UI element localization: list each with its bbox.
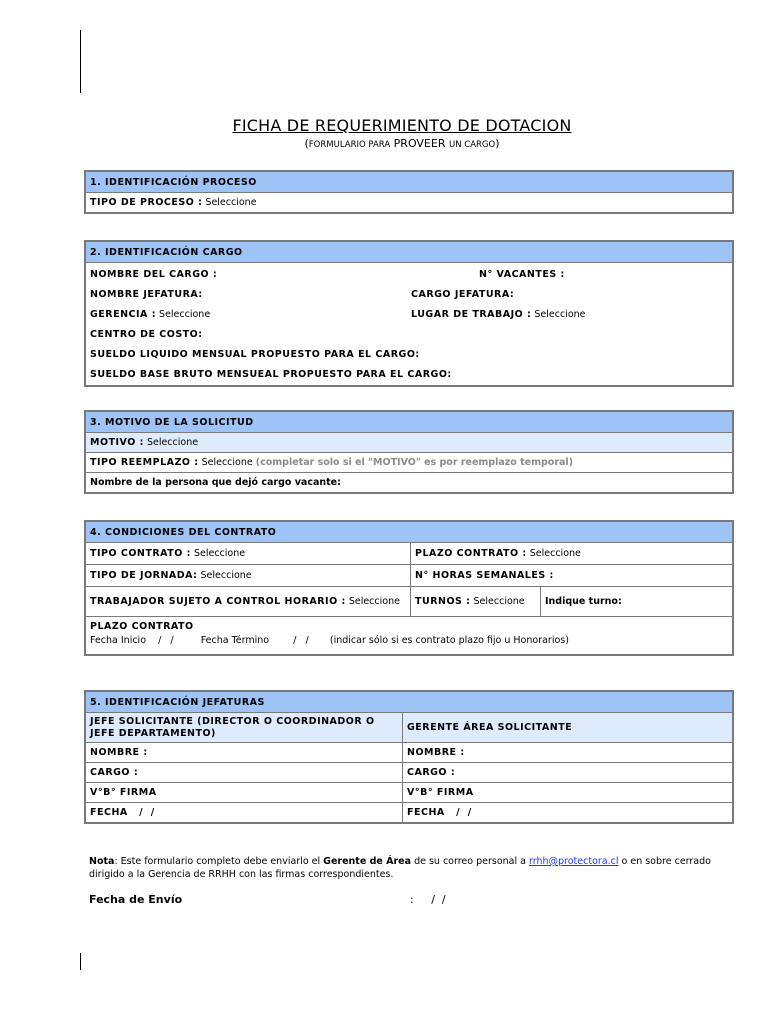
document-title: FICHA DE REQUERIMIENTO DE DOTACION xyxy=(232,116,572,135)
tipo-reemplazo-label: TIPO REEMPLAZO : xyxy=(90,457,199,468)
row-nombre xyxy=(86,742,732,762)
section-5-heading: 5. IDENTIFICACIÓN JEFATURAS xyxy=(86,692,732,712)
jefe-fecha-field[interactable]: FECHA / / xyxy=(90,807,155,818)
margin-mark-bottom xyxy=(80,953,81,970)
row-tipo-proceso xyxy=(86,192,732,212)
row-cargo xyxy=(86,762,732,782)
row-persona-vacante xyxy=(86,472,732,492)
section-motivo-solicitud xyxy=(84,410,734,494)
row-jefaturas-headers xyxy=(86,712,732,742)
section-4-heading: 4. CONDICIONES DEL CONTRATO xyxy=(86,522,732,542)
nombre-jefatura-field[interactable]: NOMBRE JEFATURA: xyxy=(90,288,203,300)
tipo-contrato-label: TIPO CONTRATO : xyxy=(90,548,191,559)
vacantes-field[interactable]: N° VACANTES : xyxy=(479,268,565,280)
row-plazo-fechas xyxy=(86,616,732,654)
cargo-fields xyxy=(86,262,732,385)
email-link[interactable]: rrhh@protectora.cl xyxy=(529,856,619,867)
row-tipo-contrato xyxy=(86,542,732,564)
tipo-proceso-label: TIPO DE PROCESO : xyxy=(90,197,203,208)
tipo-contrato-select[interactable]: Seleccione xyxy=(193,548,246,559)
plazo-contrato-select[interactable]: Seleccione xyxy=(529,548,581,559)
cargo-jefatura-field[interactable]: CARGO JEFATURA: xyxy=(411,288,515,300)
jornada-select[interactable]: Seleccione xyxy=(200,570,252,581)
row-motivo xyxy=(86,432,732,452)
persona-vacante-field[interactable]: Nombre de la persona que dejó cargo vacante: xyxy=(90,477,341,488)
plazo-contrato-label: PLAZO CONTRATO : xyxy=(415,548,527,559)
section-2-heading: 2. IDENTIFICACIÓN CARGO xyxy=(86,242,732,262)
control-horario-select[interactable]: Seleccione xyxy=(348,596,400,607)
section-1-heading: 1. IDENTIFICACIÓN PROCESO xyxy=(86,172,732,192)
jornada-label: TIPO DE JORNADA: xyxy=(90,570,198,581)
turnos-select[interactable]: Seleccione xyxy=(473,596,525,607)
footer-note: Nota: Este formulario completo debe enviarlo el Gerente de Área de su correo personal a rrhh@protectora.cl o en sobre cerrado dirigido a la Gerencia de RRHH con las firmas correspondientes. xyxy=(89,856,711,880)
row-jornada xyxy=(86,564,732,586)
lugar-trabajo-label: LUGAR DE TRABAJO : xyxy=(411,308,532,320)
sueldo-bruto-field[interactable]: SUELDO BASE BRUTO MENSUEAL PROPUESTO PARA EL CARGO: xyxy=(90,368,452,380)
control-horario-label: TRABAJADOR SUJETO A CONTROL HORARIO : xyxy=(90,596,346,607)
fecha-envio-field[interactable]: : / / xyxy=(410,893,446,906)
row-fecha xyxy=(86,802,732,822)
nombre-cargo-field[interactable]: NOMBRE DEL CARGO : xyxy=(90,268,218,280)
turnos-label: TURNOS : xyxy=(415,596,471,607)
row-control-horario xyxy=(86,586,732,616)
gerente-nombre-field[interactable]: NOMBRE : xyxy=(402,743,732,762)
sueldo-liquido-field[interactable]: SUELDO LIQUIDO MENSUAL PROPUESTO PARA EL CARGO: xyxy=(90,348,420,360)
section-identificacion-cargo xyxy=(84,240,734,387)
plazo-contrato-heading: PLAZO CONTRATO xyxy=(90,621,194,632)
document-subtitle: (FORMULARIO PARA PROVEER UN CARGO) xyxy=(304,137,500,150)
reemplazo-hint: (completar solo si el "MOTIVO" es por reemplazo temporal) xyxy=(255,457,574,468)
motivo-label: MOTIVO : xyxy=(90,437,144,448)
gerente-area-header: GERENTE ÁREA SOLICITANTE xyxy=(402,713,732,742)
centro-costo-field[interactable]: CENTRO DE COSTO: xyxy=(90,328,203,340)
row-tipo-reemplazo xyxy=(86,452,732,472)
gerente-cargo-field[interactable]: CARGO : xyxy=(402,763,732,782)
section-3-heading: 3. MOTIVO DE LA SOLICITUD xyxy=(86,412,732,432)
jefe-cargo-field[interactable]: CARGO : xyxy=(90,767,139,778)
fecha-envio-label: Fecha de Envío xyxy=(89,893,183,906)
gerente-fecha-field[interactable]: FECHA / / xyxy=(402,803,732,822)
margin-mark-top xyxy=(80,30,81,93)
fechas-line[interactable]: Fecha Inicio / / Fecha Término / / (indicar sólo si es contrato plazo fijo u Honorarios) xyxy=(90,635,569,646)
gerencia-label: GERENCIA : xyxy=(90,308,157,320)
indique-turno-field[interactable]: Indique turno: xyxy=(540,587,732,616)
tipo-proceso-select[interactable]: Seleccione xyxy=(205,197,257,208)
section-condiciones-contrato xyxy=(84,520,734,656)
horas-semanales-field[interactable]: N° HORAS SEMANALES : xyxy=(415,570,554,581)
jefe-firma-field[interactable]: V°B° FIRMA xyxy=(90,787,157,798)
row-firma xyxy=(86,782,732,802)
tipo-reemplazo-select[interactable]: Seleccione xyxy=(201,457,253,468)
jefe-nombre-field[interactable]: NOMBRE : xyxy=(90,747,148,758)
section-identificacion-jefaturas xyxy=(84,690,734,824)
jefe-solicitante-header: JEFE SOLICITANTE (DIRECTOR O COORDINADOR O JEFE DEPARTAMENTO) xyxy=(90,715,375,739)
motivo-select[interactable]: Seleccione xyxy=(146,437,199,448)
lugar-trabajo-select[interactable]: Seleccione xyxy=(534,308,586,320)
gerente-firma-field[interactable]: V°B° FIRMA xyxy=(402,783,732,802)
section-identificacion-proceso xyxy=(84,170,734,214)
gerencia-select[interactable]: Seleccione xyxy=(159,308,211,320)
